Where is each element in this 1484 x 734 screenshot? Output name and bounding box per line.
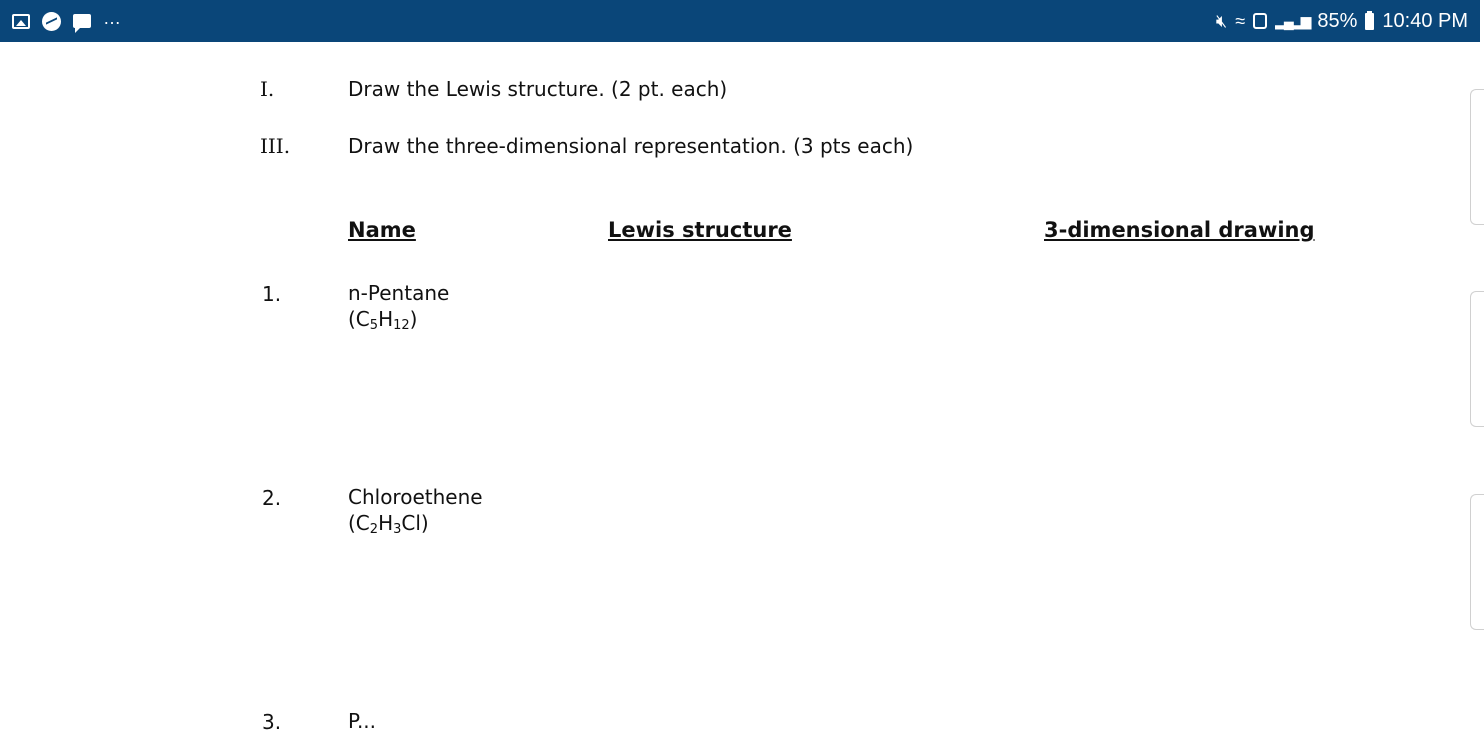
compound-formula (348, 306, 449, 332)
formula-part: (C (348, 511, 370, 535)
formula-subscript: 2 (369, 522, 379, 537)
status-bar-right (1208, 10, 1468, 33)
side-panel-tab[interactable] (1470, 89, 1484, 225)
item-number: 3. (262, 710, 282, 734)
formula-part: H (378, 307, 394, 331)
column-header-name: Name (348, 218, 416, 242)
side-panel-tab[interactable] (1470, 291, 1484, 427)
status-bar-left (12, 8, 134, 31)
wifi-icon: ≈ (1235, 10, 1246, 31)
compound-name: Chloroethene (348, 485, 483, 509)
side-panel-tab[interactable] (1470, 494, 1484, 630)
instruction-numeral: I. (260, 77, 275, 101)
clock: 10:40 PM (1382, 9, 1468, 32)
instruction-text: Draw the three-dimensional representation. (3 pts each) (348, 134, 914, 158)
formula-subscript: 5 (369, 318, 379, 333)
compound-name: P... (348, 709, 377, 733)
signal-icon: ▂▄▂▆ (1275, 12, 1310, 29)
formula-subscript: 3 (393, 522, 402, 537)
battery-percent: 85% (1317, 9, 1358, 32)
compound-entry (348, 708, 376, 734)
compound-entry (348, 280, 449, 332)
more-icon: … (103, 8, 122, 28)
document-page (0, 42, 1480, 734)
formula-part: ) (409, 307, 418, 331)
battery-icon (1365, 13, 1374, 30)
instruction-text: Draw the Lewis structure. (2 pt. each) (348, 77, 728, 101)
compound-entry (348, 484, 483, 536)
formula-part: (C (348, 307, 370, 331)
column-header-3d: 3-dimensional drawing (1044, 218, 1315, 242)
mute-icon: 🔇︎ (1215, 10, 1228, 31)
status-bar (0, 0, 1480, 42)
column-header-lewis: Lewis structure (608, 218, 792, 242)
item-number: 1. (262, 282, 282, 306)
compound-formula (348, 510, 483, 536)
chat-icon (73, 14, 91, 28)
gallery-icon (12, 14, 30, 29)
messenger-icon (42, 12, 61, 31)
formula-part: H (378, 511, 394, 535)
nfc-icon (1253, 13, 1267, 29)
formula-subscript: 12 (393, 318, 410, 333)
item-number: 2. (262, 486, 282, 510)
compound-name: n-Pentane (348, 281, 450, 305)
formula-part: Cl) (401, 511, 429, 535)
instruction-numeral: III. (260, 134, 291, 158)
